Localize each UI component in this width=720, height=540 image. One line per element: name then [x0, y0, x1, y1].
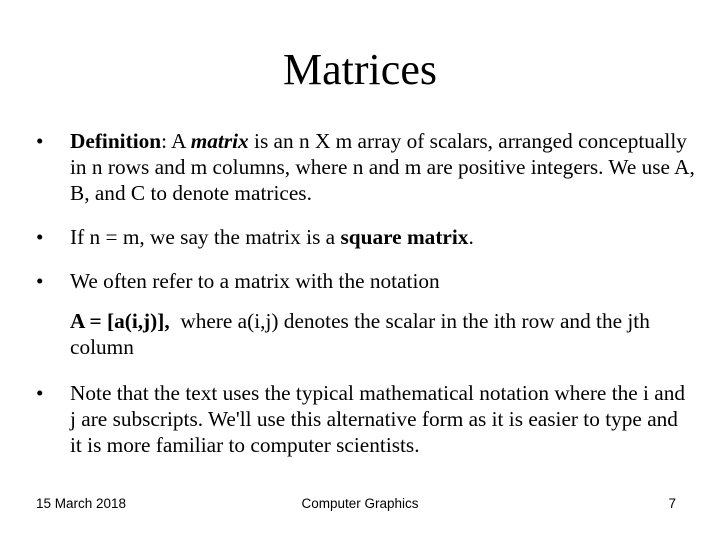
- slide-title: Matrices: [283, 45, 437, 94]
- subscripts-note-text: Note that the text uses the typical mathematical notation where the i and j are subscripts. We'll use this alternative form as it is easier to type and it is more familiar to computer scientists.: [70, 381, 686, 457]
- bullet-item-definition: [30, 128, 695, 206]
- bullet-icon: •: [36, 381, 44, 405]
- slide-body: [30, 128, 695, 458]
- footer-date: 15 March 2018: [36, 496, 127, 511]
- notation-description: where a(i,j) denotes the scalar in the ith row and the jth column: [70, 309, 656, 359]
- square-matrix-text: If n = m, we say the matrix is a: [70, 225, 341, 249]
- notation-formula: A = [a(i,j)],: [70, 309, 170, 333]
- definition-text-rest: is an n X m array of scalars, arranged conceptually in n rows and m columns, where n and m are positive integers. We use A, B, and C to denote matrices.: [70, 129, 695, 205]
- square-matrix-period: .: [468, 225, 474, 249]
- footer-course: Computer Graphics: [301, 496, 419, 511]
- notation-text: We often refer to a matrix with the notation: [70, 269, 440, 293]
- footer-page-number: 7: [668, 496, 676, 511]
- bullet-item-subscripts-note: [30, 380, 695, 458]
- notation-detail: [30, 308, 695, 360]
- bullet-item-square-matrix: [30, 224, 695, 250]
- bullet-icon: •: [36, 129, 44, 153]
- square-matrix-term: square matrix: [340, 225, 469, 249]
- bullet-icon: •: [36, 269, 44, 293]
- definition-text: : A: [161, 129, 191, 153]
- bullet-item-notation: [30, 268, 695, 294]
- matrix-term: matrix: [190, 129, 249, 153]
- definition-term: Definition: [70, 129, 162, 153]
- bullet-icon: •: [36, 225, 44, 249]
